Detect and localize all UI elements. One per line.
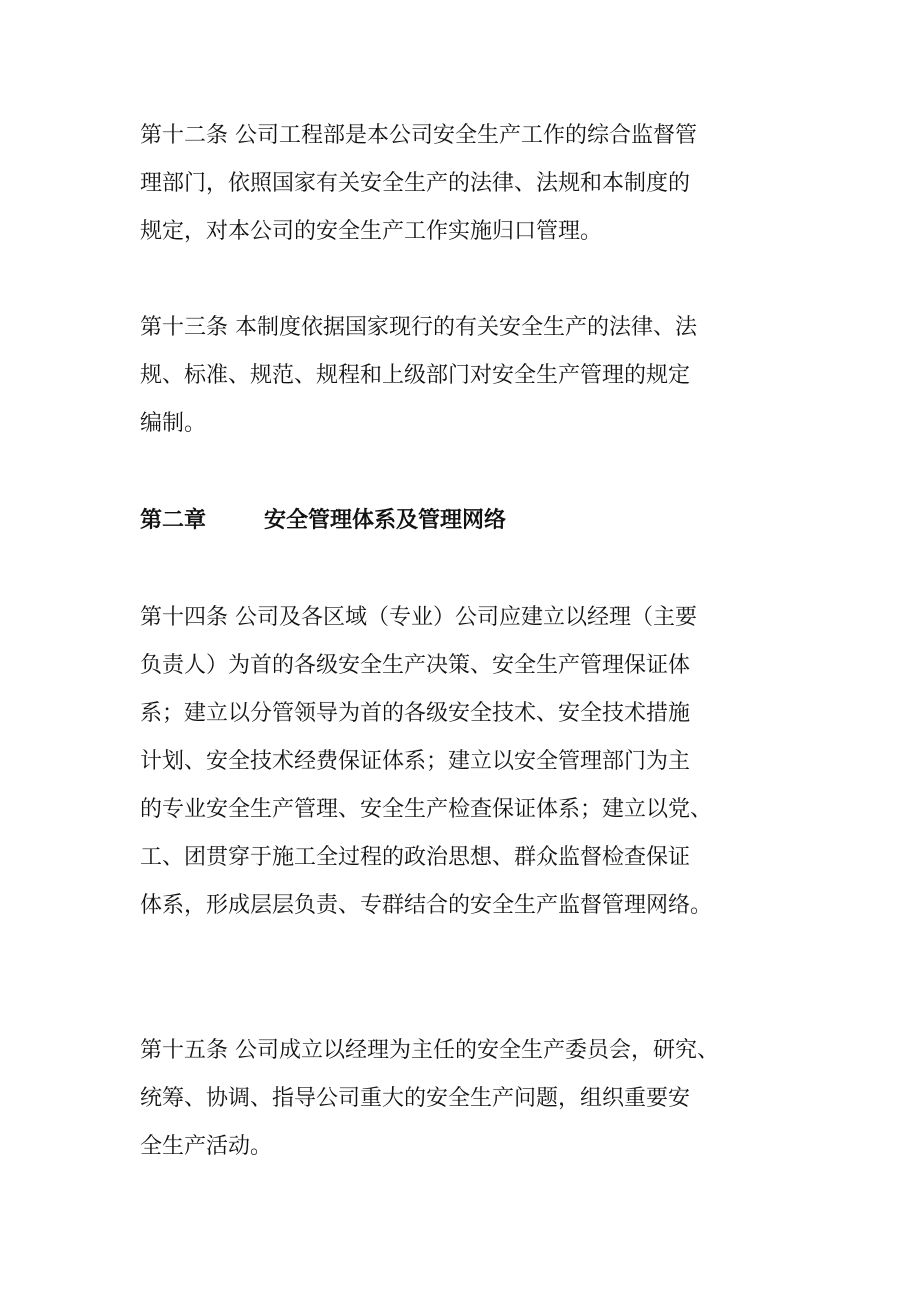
- text-line: 计划、安全技术经费保证体系；建立以安全管理部门为主: [140, 749, 691, 774]
- chapter-heading: [140, 507, 506, 535]
- text-line: 规、标准、规范、规程和上级部门对安全生产管理的规定: [140, 363, 691, 388]
- chapter-number: 第二章: [140, 508, 207, 533]
- text-line: 全生产活动。: [140, 1134, 273, 1159]
- chapter-title: 安全管理体系及管理网络: [264, 508, 507, 533]
- text-line: 的专业安全生产管理、安全生产检查保证体系；建立以党、: [140, 797, 713, 822]
- text-line: 第十五条 公司成立以经理为主任的安全生产委员会，研究、: [140, 1038, 719, 1063]
- text-line: 理部门，依照国家有关安全生产的法律、法规和本制度的: [140, 171, 691, 196]
- text-line: 第十三条 本制度依据国家现行的有关安全生产的法律、法: [140, 315, 697, 340]
- text-line: 第十四条 公司及各区域（专业）公司应建立以经理（主要: [140, 605, 697, 630]
- text-line: 体系，形成层层负责、专群结合的安全生产监督管理网络。: [140, 893, 713, 918]
- text-line: 编制。: [140, 411, 207, 436]
- text-line: 统筹、协调、指导公司重大的安全生产问题，组织重要安: [140, 1086, 691, 1111]
- text-line: 规定，对本公司的安全生产工作实施归口管理。: [140, 219, 603, 244]
- text-line: 负责人）为首的各级安全生产决策、安全生产管理保证体: [140, 653, 691, 678]
- text-line: 第十二条 公司工程部是本公司安全生产工作的综合监督管: [140, 123, 697, 148]
- text-line: 工、团贯穿于施工全过程的政治思想、群众监督检查保证: [140, 845, 691, 870]
- text-line: 系；建立以分管领导为首的各级安全技术、安全技术措施: [140, 701, 691, 726]
